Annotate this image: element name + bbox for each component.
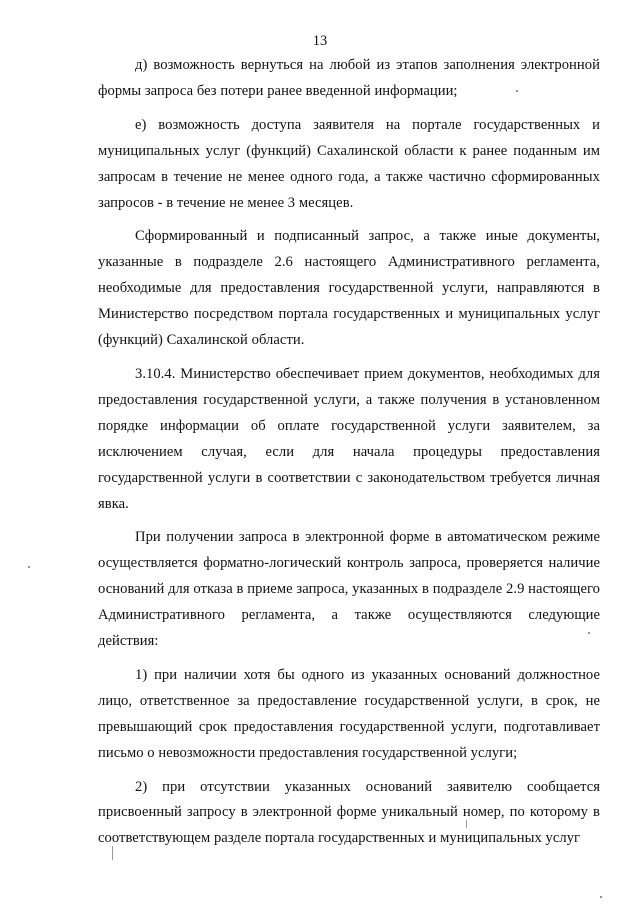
scan-mark	[466, 820, 467, 828]
paragraph-item-1: 1) при наличии хотя бы одного из указанных оснований должностное лицо, ответственное за предоставление государственной услуги, в срок, не превышающий срок предоставления государственной услуги, подготавливает письмо о невозможности предоставления государственной услуги;	[98, 666, 600, 761]
paragraph-submitted-request: Сформированный и подписанный запрос, а также иные документы, указанные в подразделе 2.6 настоящего Административного регламента, необходимые для предоставления государственной услуги, направляются в Министерство посредством портала государственных и муниципальных услуг (функций) Сахалинской области.	[98, 228, 600, 349]
scan-speck	[600, 896, 602, 898]
paragraph-3-10-4: 3.10.4. Министерство обеспечивает прием документов, необходимых для предоставления государственной услуги, а также получения в установленном порядке информации об оплате государственной услуги заявителем, за исключением случая, если для начала процедуры предоставления государственной услуги в соответствии с законодательством требуется личная явка.	[98, 365, 600, 512]
scan-speck	[28, 566, 30, 568]
paragraph-item-d: д) возможность вернуться на любой из этапов заполнения электронной формы запроса без потери ранее введенной информации;	[98, 57, 600, 99]
scan-speck	[588, 632, 590, 634]
paragraph-electronic-request-check: При получении запроса в электронной форме в автоматическом режиме осуществляется форматно-логический контроль запроса, проверяется наличие оснований для отказа в приеме запроса, указанных в подразделе 2.9 настоящего Административного регламента, а также осуществляются следующие действия:	[98, 529, 600, 650]
scan-speck	[516, 90, 518, 92]
document-body	[98, 53, 600, 852]
page-number: 13	[312, 33, 328, 49]
paragraph-item-2: 2) при отсутствии указанных оснований заявителю сообщается присвоенный запросу в электронной форме уникальный номер, по которому в соответствующем разделе портала государственных и муниципальных услуг	[98, 778, 600, 847]
scan-mark	[112, 846, 113, 860]
paragraph-item-e: е) возможность доступа заявителя на портале государственных и муниципальных услуг (функций) Сахалинской области к ранее поданным им запросам в течение не менее одного года, а также частично сформированных запросов - в течение не менее 3 месяцев.	[98, 116, 600, 211]
